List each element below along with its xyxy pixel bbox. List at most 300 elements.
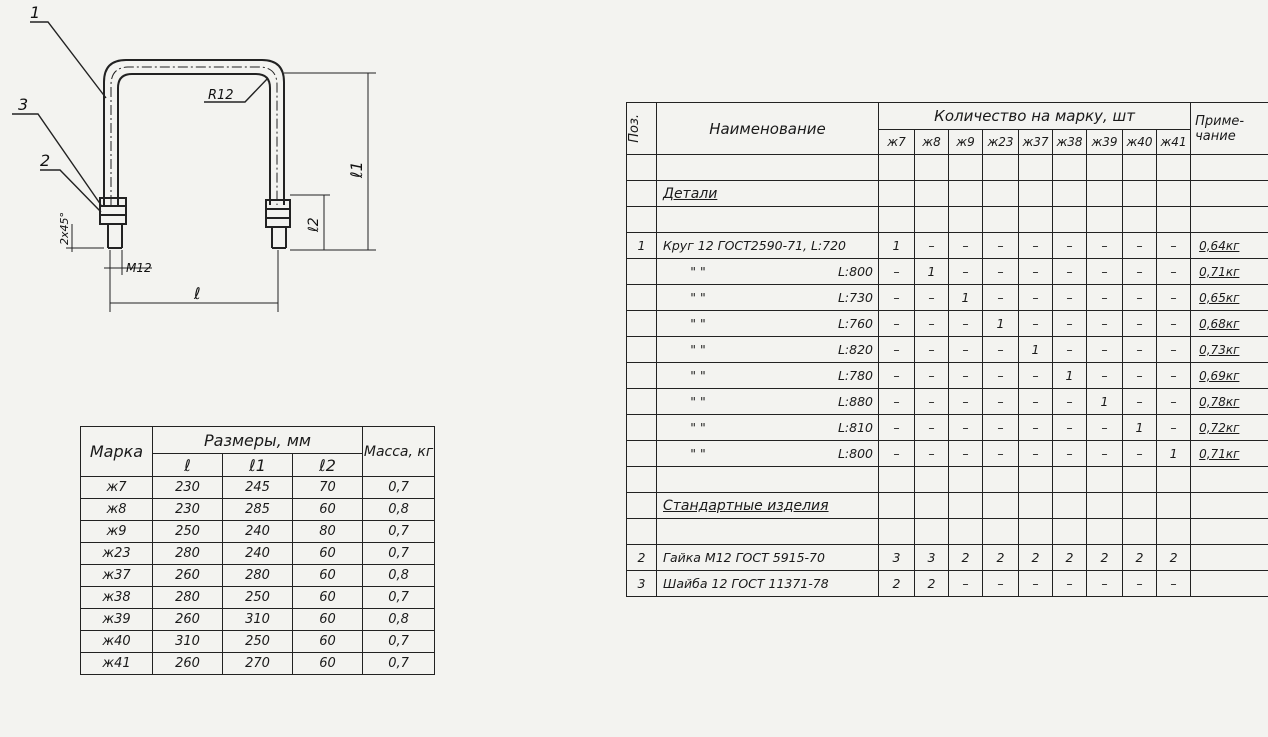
value-cell: 285 bbox=[223, 499, 293, 521]
empty-cell bbox=[1019, 155, 1053, 181]
empty-cell bbox=[1053, 493, 1087, 519]
ditto-mark: " " bbox=[690, 264, 706, 279]
ditto-mark: " " bbox=[690, 316, 706, 331]
value-cell: 0,7 bbox=[363, 653, 435, 675]
empty-cell bbox=[949, 181, 983, 207]
qty-cell: – bbox=[1087, 259, 1123, 285]
mark-cell: ж8 bbox=[81, 499, 153, 521]
qty-cell: 1 bbox=[879, 233, 915, 259]
pos-cell bbox=[627, 337, 657, 363]
qty-cell: – bbox=[915, 337, 949, 363]
mark-cell: ж41 bbox=[81, 653, 153, 675]
qty-cell: 1 bbox=[1087, 389, 1123, 415]
table-row bbox=[627, 311, 1268, 337]
qty-cell: – bbox=[1019, 233, 1053, 259]
value-cell: 260 bbox=[153, 565, 223, 587]
qty-cell: – bbox=[1019, 441, 1053, 467]
empty-cell bbox=[1123, 467, 1157, 493]
empty-cell bbox=[1157, 207, 1191, 233]
qty-cell: – bbox=[1087, 285, 1123, 311]
empty-cell bbox=[879, 519, 915, 545]
spec-table bbox=[626, 102, 1268, 597]
pos-cell: 2 bbox=[627, 545, 657, 571]
qty-cell: – bbox=[915, 441, 949, 467]
qty-cell: – bbox=[1123, 337, 1157, 363]
table-row bbox=[627, 571, 1268, 597]
mark-cell: ж39 bbox=[81, 609, 153, 631]
value-cell: 60 bbox=[293, 565, 363, 587]
qty-cell: – bbox=[1053, 337, 1087, 363]
header-mark: ж23 bbox=[983, 130, 1019, 155]
empty-cell bbox=[627, 207, 657, 233]
qty-cell: – bbox=[915, 415, 949, 441]
value-cell: 0,8 bbox=[363, 565, 435, 587]
value-cell: 60 bbox=[293, 587, 363, 609]
empty-cell bbox=[879, 493, 915, 519]
empty-row bbox=[627, 467, 1268, 493]
qty-cell: – bbox=[1157, 363, 1191, 389]
qty-cell: 2 bbox=[1157, 545, 1191, 571]
right-nut-3 bbox=[266, 218, 290, 227]
pos-cell: 3 bbox=[627, 571, 657, 597]
name-cell bbox=[657, 441, 879, 467]
header-mark: ж38 bbox=[1053, 130, 1087, 155]
table-row bbox=[627, 415, 1268, 441]
note-cell: 0,68кг bbox=[1191, 311, 1268, 337]
header-l1: ℓ1 bbox=[223, 454, 293, 477]
header-l2: ℓ2 bbox=[293, 454, 363, 477]
value-cell: 230 bbox=[153, 477, 223, 499]
length-value: L:820 bbox=[837, 342, 873, 357]
empty-cell bbox=[915, 155, 949, 181]
pos-cell bbox=[627, 389, 657, 415]
qty-cell: – bbox=[1053, 285, 1087, 311]
qty-cell: 1 bbox=[949, 285, 983, 311]
qty-cell: – bbox=[1019, 311, 1053, 337]
empty-cell bbox=[1123, 519, 1157, 545]
length-value: L:800 bbox=[837, 264, 873, 279]
qty-cell: – bbox=[949, 441, 983, 467]
empty-cell bbox=[949, 155, 983, 181]
empty-cell bbox=[949, 519, 983, 545]
value-cell: 0,7 bbox=[363, 477, 435, 499]
empty-cell bbox=[915, 493, 949, 519]
empty-cell bbox=[915, 519, 949, 545]
empty-cell bbox=[1157, 155, 1191, 181]
empty-cell bbox=[949, 467, 983, 493]
empty-cell bbox=[1087, 181, 1123, 207]
left-nut-1 bbox=[100, 206, 126, 215]
qty-cell: – bbox=[1087, 415, 1123, 441]
value-cell: 230 bbox=[153, 499, 223, 521]
table-row bbox=[627, 363, 1268, 389]
empty-row bbox=[627, 519, 1268, 545]
name-cell bbox=[657, 363, 879, 389]
empty-cell bbox=[657, 519, 879, 545]
name-cell bbox=[657, 415, 879, 441]
note-cell: 0,64кг bbox=[1191, 233, 1268, 259]
ditto-mark: " " bbox=[690, 342, 706, 357]
qty-cell: – bbox=[949, 389, 983, 415]
empty-cell bbox=[1191, 493, 1268, 519]
qty-cell: 1 bbox=[915, 259, 949, 285]
empty-cell bbox=[915, 181, 949, 207]
qty-cell: – bbox=[983, 337, 1019, 363]
qty-cell: – bbox=[949, 259, 983, 285]
empty-cell bbox=[657, 207, 879, 233]
qty-cell: 1 bbox=[1019, 337, 1053, 363]
empty-cell bbox=[1157, 493, 1191, 519]
mark-cell: ж40 bbox=[81, 631, 153, 653]
qty-cell: – bbox=[915, 311, 949, 337]
value-cell: 270 bbox=[223, 653, 293, 675]
empty-cell bbox=[1019, 207, 1053, 233]
u-bolt-drawing bbox=[0, 0, 440, 320]
qty-cell: – bbox=[1019, 363, 1053, 389]
qty-cell: – bbox=[879, 363, 915, 389]
length-value: L:780 bbox=[837, 368, 873, 383]
value-cell: 60 bbox=[293, 499, 363, 521]
qty-cell: – bbox=[1087, 363, 1123, 389]
empty-cell bbox=[1087, 207, 1123, 233]
qty-cell: – bbox=[949, 233, 983, 259]
empty-cell bbox=[1191, 467, 1268, 493]
value-cell: 0,8 bbox=[363, 499, 435, 521]
table-row bbox=[627, 285, 1268, 311]
ditto-mark: " " bbox=[690, 446, 706, 461]
qty-cell: – bbox=[1019, 259, 1053, 285]
empty-cell bbox=[879, 181, 915, 207]
table-row bbox=[81, 521, 435, 543]
value-cell: 0,7 bbox=[363, 631, 435, 653]
value-cell: 60 bbox=[293, 543, 363, 565]
header-marka: Марка bbox=[81, 427, 153, 477]
qty-cell: – bbox=[1123, 389, 1157, 415]
qty-cell: – bbox=[1123, 363, 1157, 389]
empty-row bbox=[627, 207, 1268, 233]
sizes-table bbox=[80, 426, 435, 675]
mark-cell: ж7 bbox=[81, 477, 153, 499]
qty-cell: – bbox=[983, 259, 1019, 285]
empty-cell bbox=[1053, 181, 1087, 207]
empty-cell bbox=[1053, 467, 1087, 493]
empty-cell bbox=[879, 207, 915, 233]
empty-cell bbox=[1123, 155, 1157, 181]
header-l: ℓ bbox=[153, 454, 223, 477]
header-mark: ж9 bbox=[949, 130, 983, 155]
qty-cell: – bbox=[879, 389, 915, 415]
ditto-mark: " " bbox=[690, 368, 706, 383]
qty-cell: – bbox=[1157, 233, 1191, 259]
section-standard-row bbox=[627, 493, 1268, 519]
qty-cell: 3 bbox=[915, 545, 949, 571]
qty-cell: – bbox=[1123, 259, 1157, 285]
header-mark: ж37 bbox=[1019, 130, 1053, 155]
u-bolt-inner bbox=[118, 74, 270, 205]
radius-label: R12 bbox=[208, 88, 234, 103]
qty-cell: – bbox=[879, 415, 915, 441]
qty-cell: – bbox=[1087, 311, 1123, 337]
table-row bbox=[627, 441, 1268, 467]
name-cell bbox=[657, 311, 879, 337]
qty-cell: – bbox=[1053, 571, 1087, 597]
empty-cell bbox=[1191, 207, 1268, 233]
length-value: L:730 bbox=[837, 290, 873, 305]
empty-cell bbox=[1053, 519, 1087, 545]
header-mark: ж8 bbox=[915, 130, 949, 155]
qty-cell: 2 bbox=[1123, 545, 1157, 571]
qty-cell: – bbox=[1123, 441, 1157, 467]
empty-cell bbox=[1087, 493, 1123, 519]
note-cell: 0,71кг bbox=[1191, 441, 1268, 467]
qty-cell: 2 bbox=[983, 545, 1019, 571]
pos-cell bbox=[627, 285, 657, 311]
qty-cell: – bbox=[1157, 389, 1191, 415]
mark-cell: ж23 bbox=[81, 543, 153, 565]
value-cell: 250 bbox=[223, 587, 293, 609]
qty-cell: – bbox=[879, 441, 915, 467]
header-mark: ж41 bbox=[1157, 130, 1191, 155]
table-row bbox=[81, 653, 435, 675]
value-cell: 60 bbox=[293, 653, 363, 675]
qty-cell: – bbox=[1087, 337, 1123, 363]
ditto-mark: " " bbox=[690, 290, 706, 305]
empty-cell bbox=[1157, 181, 1191, 207]
empty-cell bbox=[1123, 493, 1157, 519]
table-row bbox=[81, 543, 435, 565]
mark-cell: ж9 bbox=[81, 521, 153, 543]
value-cell: 260 bbox=[153, 609, 223, 631]
qty-cell: – bbox=[949, 337, 983, 363]
value-cell: 80 bbox=[293, 521, 363, 543]
mark-cell: ж38 bbox=[81, 587, 153, 609]
qty-cell: – bbox=[1019, 415, 1053, 441]
name-cell bbox=[657, 259, 879, 285]
pos-cell bbox=[627, 441, 657, 467]
note-cell bbox=[1191, 545, 1268, 571]
pos-cell bbox=[627, 493, 657, 519]
qty-cell: – bbox=[1053, 441, 1087, 467]
qty-cell: – bbox=[1053, 415, 1087, 441]
value-cell: 0,8 bbox=[363, 609, 435, 631]
section-details-row bbox=[627, 181, 1268, 207]
qty-cell: – bbox=[915, 363, 949, 389]
qty-cell: – bbox=[983, 233, 1019, 259]
qty-cell: – bbox=[915, 285, 949, 311]
note-cell: 0,73кг bbox=[1191, 337, 1268, 363]
left-nut-2 bbox=[100, 215, 126, 224]
value-cell: 310 bbox=[153, 631, 223, 653]
header-sizes: Размеры, мм bbox=[153, 427, 363, 454]
ditto-mark: " " bbox=[690, 420, 706, 435]
length-value: L:810 bbox=[837, 420, 873, 435]
header-qty: Количество на марку, шт bbox=[879, 103, 1191, 130]
dim-l-label: ℓ bbox=[194, 284, 201, 303]
table-row bbox=[627, 233, 1268, 259]
pos-cell: 1 bbox=[627, 233, 657, 259]
note-cell: 0,78кг bbox=[1191, 389, 1268, 415]
name-cell: Шайба 12 ГОСТ 11371-78 bbox=[657, 571, 879, 597]
table-row bbox=[81, 477, 435, 499]
empty-cell bbox=[1123, 181, 1157, 207]
qty-cell: 2 bbox=[1053, 545, 1087, 571]
empty-cell bbox=[1123, 207, 1157, 233]
value-cell: 0,7 bbox=[363, 543, 435, 565]
empty-row bbox=[627, 155, 1268, 181]
qty-cell: – bbox=[1019, 571, 1053, 597]
value-cell: 250 bbox=[153, 521, 223, 543]
name-cell bbox=[657, 337, 879, 363]
table-row bbox=[81, 631, 435, 653]
name-cell: Гайка М12 ГОСТ 5915-70 bbox=[657, 545, 879, 571]
name-cell bbox=[657, 285, 879, 311]
qty-cell: – bbox=[915, 233, 949, 259]
qty-cell: – bbox=[879, 337, 915, 363]
qty-cell: 2 bbox=[1087, 545, 1123, 571]
header-mass: Масса, кг bbox=[363, 427, 435, 477]
value-cell: 0,7 bbox=[363, 521, 435, 543]
empty-cell bbox=[983, 155, 1019, 181]
empty-cell bbox=[627, 519, 657, 545]
qty-cell: – bbox=[1053, 233, 1087, 259]
qty-cell: – bbox=[983, 415, 1019, 441]
empty-cell bbox=[1019, 519, 1053, 545]
qty-cell: 1 bbox=[1053, 363, 1087, 389]
empty-cell bbox=[657, 467, 879, 493]
qty-cell: – bbox=[1123, 571, 1157, 597]
empty-cell bbox=[949, 493, 983, 519]
length-value: L:800 bbox=[837, 446, 873, 461]
empty-cell bbox=[983, 181, 1019, 207]
empty-cell bbox=[1053, 155, 1087, 181]
ditto-mark: " " bbox=[690, 394, 706, 409]
empty-cell bbox=[627, 467, 657, 493]
qty-cell: – bbox=[949, 415, 983, 441]
table-row bbox=[81, 609, 435, 631]
note-cell: 0,65кг bbox=[1191, 285, 1268, 311]
length-value: L:760 bbox=[837, 316, 873, 331]
right-nut-2 bbox=[266, 209, 290, 218]
empty-cell bbox=[1087, 519, 1123, 545]
qty-cell: 2 bbox=[1019, 545, 1053, 571]
qty-cell: – bbox=[879, 285, 915, 311]
callout-2: 2 bbox=[40, 151, 51, 170]
qty-cell: – bbox=[1053, 259, 1087, 285]
empty-cell bbox=[657, 155, 879, 181]
value-cell: 240 bbox=[223, 543, 293, 565]
header-mark: ж40 bbox=[1123, 130, 1157, 155]
qty-cell: – bbox=[1123, 285, 1157, 311]
qty-cell: – bbox=[949, 363, 983, 389]
qty-cell: – bbox=[983, 389, 1019, 415]
qty-cell: – bbox=[1157, 285, 1191, 311]
pos-cell bbox=[627, 363, 657, 389]
u-bolt-axis bbox=[111, 67, 277, 205]
header-pos: Поз. bbox=[627, 114, 642, 143]
qty-cell: – bbox=[983, 571, 1019, 597]
value-cell: 280 bbox=[153, 587, 223, 609]
empty-cell bbox=[1087, 467, 1123, 493]
note-cell bbox=[1191, 571, 1268, 597]
table-row bbox=[81, 587, 435, 609]
value-cell: 70 bbox=[293, 477, 363, 499]
qty-cell: – bbox=[1123, 311, 1157, 337]
pos-cell bbox=[627, 311, 657, 337]
empty-cell bbox=[1157, 519, 1191, 545]
empty-cell bbox=[1191, 519, 1268, 545]
callout-1: 1 bbox=[30, 3, 41, 22]
note-cell: 0,71кг bbox=[1191, 259, 1268, 285]
name-cell: Круг 12 ГОСТ2590-71, L:720 bbox=[657, 233, 879, 259]
pos-cell bbox=[627, 259, 657, 285]
empty-cell bbox=[983, 207, 1019, 233]
qty-cell: – bbox=[1019, 285, 1053, 311]
empty-cell bbox=[983, 467, 1019, 493]
value-cell: 260 bbox=[153, 653, 223, 675]
note-cell: 0,69кг bbox=[1191, 363, 1268, 389]
empty-cell bbox=[983, 519, 1019, 545]
value-cell: 60 bbox=[293, 609, 363, 631]
empty-cell bbox=[949, 207, 983, 233]
value-cell: 0,7 bbox=[363, 587, 435, 609]
qty-cell: – bbox=[1157, 311, 1191, 337]
empty-cell bbox=[1157, 467, 1191, 493]
dim-l2-label: ℓ2 bbox=[306, 217, 322, 232]
section-details-title: Детали bbox=[657, 181, 879, 207]
qty-cell: – bbox=[1087, 441, 1123, 467]
qty-cell: 2 bbox=[915, 571, 949, 597]
value-cell: 280 bbox=[223, 565, 293, 587]
table-row bbox=[627, 337, 1268, 363]
qty-cell: – bbox=[1087, 571, 1123, 597]
name-cell bbox=[657, 389, 879, 415]
empty-cell bbox=[1053, 207, 1087, 233]
qty-cell: – bbox=[1053, 389, 1087, 415]
qty-cell: – bbox=[1157, 571, 1191, 597]
empty-cell bbox=[983, 493, 1019, 519]
value-cell: 310 bbox=[223, 609, 293, 631]
note-cell: 0,72кг bbox=[1191, 415, 1268, 441]
table-row bbox=[81, 565, 435, 587]
table-row bbox=[627, 259, 1268, 285]
qty-cell: – bbox=[879, 311, 915, 337]
qty-cell: – bbox=[1087, 233, 1123, 259]
empty-cell bbox=[1019, 493, 1053, 519]
value-cell: 60 bbox=[293, 631, 363, 653]
section-standard-title: Стандартные изделия bbox=[657, 493, 879, 519]
qty-cell: – bbox=[949, 311, 983, 337]
qty-cell: 3 bbox=[879, 545, 915, 571]
empty-cell bbox=[915, 207, 949, 233]
empty-cell bbox=[627, 155, 657, 181]
empty-cell bbox=[1019, 467, 1053, 493]
pos-cell bbox=[627, 415, 657, 441]
u-bolt-outer bbox=[104, 60, 284, 205]
mark-cell: ж37 bbox=[81, 565, 153, 587]
qty-cell: – bbox=[983, 285, 1019, 311]
qty-cell: – bbox=[1123, 233, 1157, 259]
qty-cell: 1 bbox=[1157, 441, 1191, 467]
table-row bbox=[81, 499, 435, 521]
qty-cell: – bbox=[1019, 389, 1053, 415]
empty-cell bbox=[879, 467, 915, 493]
callout-3: 3 bbox=[18, 95, 29, 114]
empty-cell bbox=[1191, 155, 1268, 181]
empty-cell bbox=[1087, 155, 1123, 181]
pos-cell bbox=[627, 181, 657, 207]
length-value: L:880 bbox=[837, 394, 873, 409]
qty-cell: – bbox=[1157, 415, 1191, 441]
